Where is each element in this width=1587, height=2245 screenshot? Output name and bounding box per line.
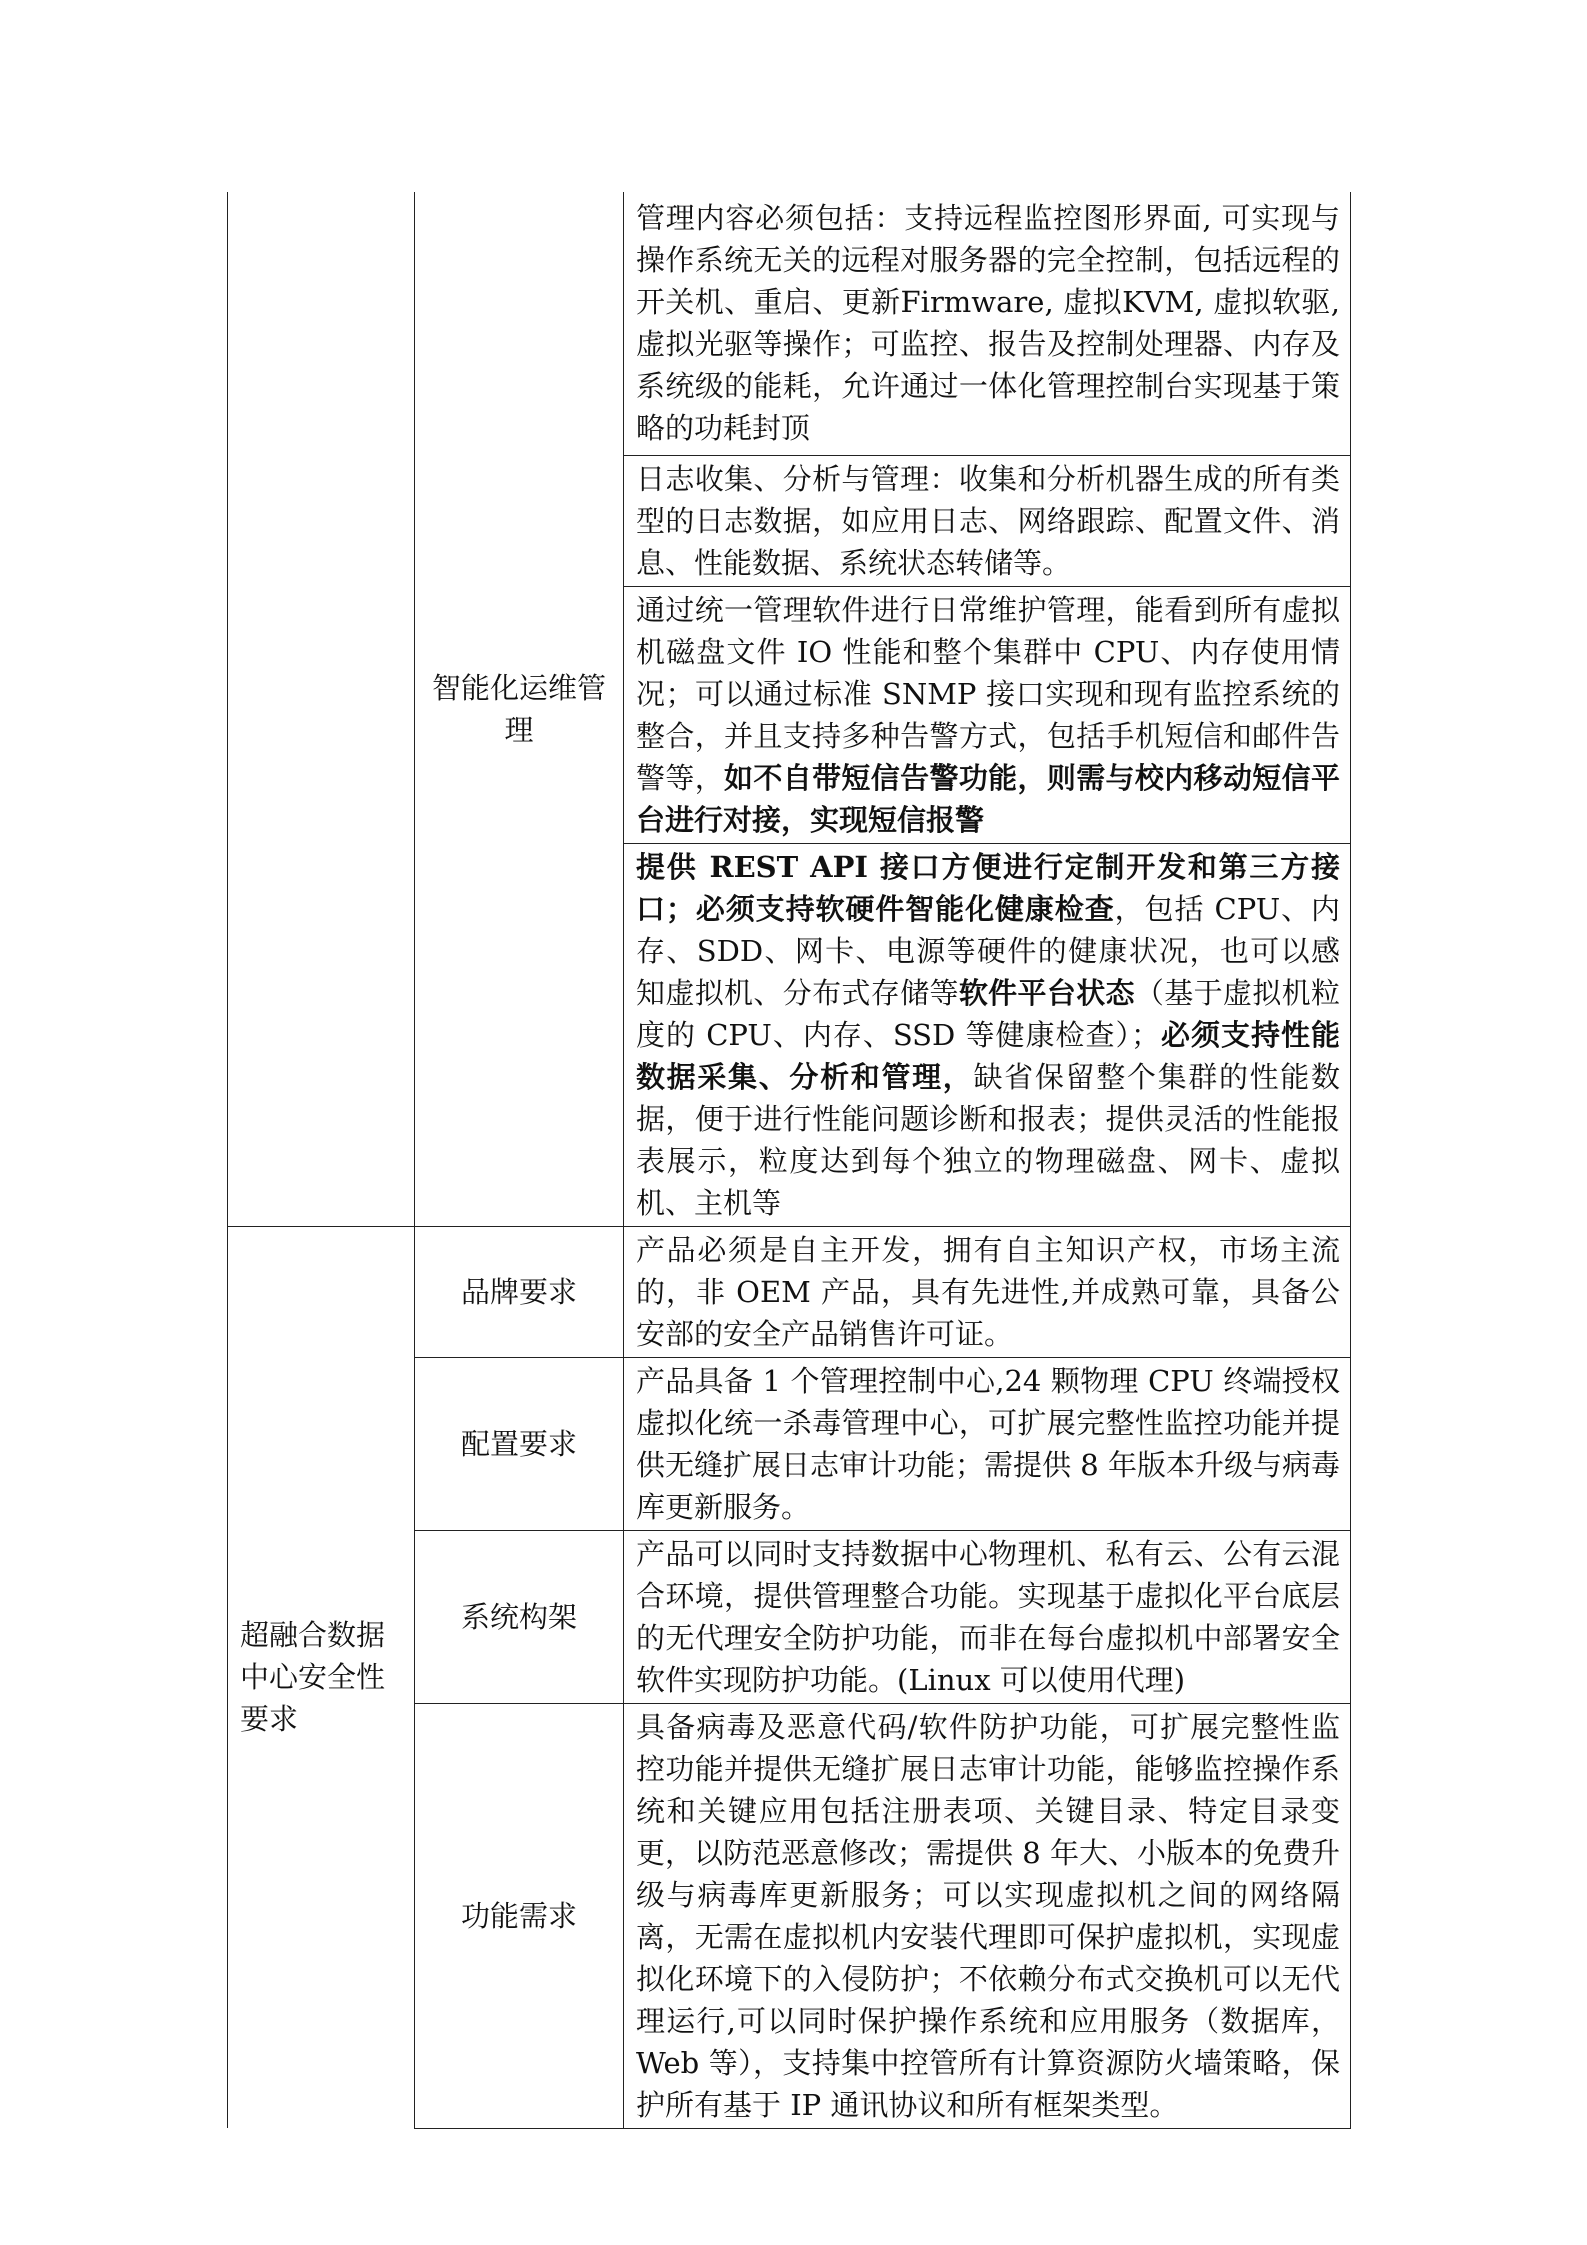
requirement-text-bold: 提供 REST API 接口方便进行定制开发和第三方接口；必须支持软硬件智能化健康检查: [636, 849, 1340, 926]
security-category-architecture: [415, 1530, 624, 1703]
ops-requirement-log-management: [624, 455, 1351, 586]
section-label: 超融合数据中心安全性要求: [240, 1618, 386, 1737]
requirement-text: 缺省保留整个集群的性能数据，便于进行性能问题诊断和报表；提供灵活的性能报表展示，粒度达到每个独立的物理磁盘、网卡、虚拟机、主机等: [636, 1059, 1340, 1220]
requirements-table: [227, 192, 1351, 2129]
requirement-text: 具备病毒及恶意代码/软件防护功能，可扩展完整性监控功能并提供无缝扩展日志审计功能，能够监控操作系统和关键应用包括注册表项、关键目录、特定目录变更，以防范恶意修改；需提供 8 年大、小版本的免费升级与病毒库更新服务；可以实现虚拟机之间的网络隔离，无需在虚拟机内安装代理即可保护虚拟机，实现虚拟化环境下的入侵防护；不依赖分布式交换机可以无代理运行,可以同时保护操作系统和应用服务（数据库，Web 等），支持集中控管所有计算资源防火墙策略，保护所有基于 IP 通讯协议和所有框架类型。: [636, 1709, 1340, 2122]
category-label: 智能化运维管理: [431, 670, 606, 747]
requirement-text-bold: 如不自带短信告警功能，则需与校内移动短信平台进行对接，实现短信报警: [636, 760, 1340, 837]
security-category-config: [415, 1357, 624, 1530]
table-row: [228, 192, 1351, 455]
requirement-text: 产品必须是自主开发，拥有自主知识产权，市场主流的，非 OEM 产品，具有先进性,并成熟可靠，具备公安部的安全产品销售许可证。: [636, 1232, 1340, 1351]
ops-requirement-rest-api-health: [624, 843, 1351, 1226]
requirement-text: 通过统一管理软件进行日常维护管理，能看到所有虚拟机磁盘文件 IO 性能和整个集群中 CPU、内存使用情况；可以通过标准 SNMP 接口实现和现有监控系统的整合，并且支持多种告警方式，包括手机短信和邮件告警等，: [636, 592, 1340, 795]
security-requirement-brand: [624, 1226, 1351, 1357]
requirement-text-bold: 必须支持性能数据采集、分析和管理，: [636, 1017, 1340, 1094]
security-category-function: [415, 1703, 624, 2128]
requirement-text: （基于虚拟机粒度的 CPU、内存、SSD 等健康检查）；: [636, 975, 1340, 1052]
category-label: 功能需求: [460, 1898, 577, 1933]
category-label: 品牌要求: [460, 1274, 577, 1309]
requirement-text: 日志收集、分析与管理：收集和分析机器生成的所有类型的日志数据，如应用日志、网络跟踪、配置文件、消息、性能数据、系统状态转储等。: [636, 461, 1340, 580]
ops-requirement-remote-management: [624, 192, 1351, 455]
requirement-text: 管理内容必须包括：支持远程监控图形界面, 可实现与操作系统无关的远程对服务器的完全控制，包括远程的开关机、重启、更新Firmware, 虚拟KVM, 虚拟软驱, 虚拟光驱等操作；可监控、报告及控制处理器、内存及系统级的能耗，允许通过一体化管理控制台实现基于策略的功耗封顶: [636, 201, 1340, 446]
security-section-label: [228, 1226, 415, 2128]
requirement-text-bold: 软件平台状态: [958, 975, 1135, 1010]
security-requirement-config: [624, 1357, 1351, 1530]
requirement-text: 产品具备 1 个管理控制中心,24 颗物理 CPU 终端授权虚拟化统一杀毒管理中心，可扩展完整性监控功能并提供无缝扩展日志审计功能；需提供 8 年版本升级与病毒库更新服务。: [636, 1363, 1340, 1524]
requirement-text: ，包括 CPU、内存、SDD、网卡、电源等硬件的健康状况，也可以感知虚拟机、分布式存储等: [636, 891, 1340, 1010]
ops-requirement-unified-maintenance: [624, 586, 1351, 843]
requirement-text: 产品可以同时支持数据中心物理机、私有云、公有云混合环境，提供管理整合功能。实现基于虚拟化平台底层的无代理安全防护功能，而非在每台虚拟机中部署安全软件实现防护功能。(Linux 可以使用代理): [636, 1536, 1340, 1697]
security-requirement-architecture: [624, 1530, 1351, 1703]
security-category-brand: [415, 1226, 624, 1357]
category-label: 系统构架: [460, 1599, 577, 1634]
category-label: 配置要求: [460, 1426, 577, 1461]
table-row: [228, 1226, 1351, 1357]
ops-category-label: [415, 192, 624, 1226]
security-requirement-function: [624, 1703, 1351, 2128]
ops-section-continuation-cell: [228, 192, 415, 1226]
